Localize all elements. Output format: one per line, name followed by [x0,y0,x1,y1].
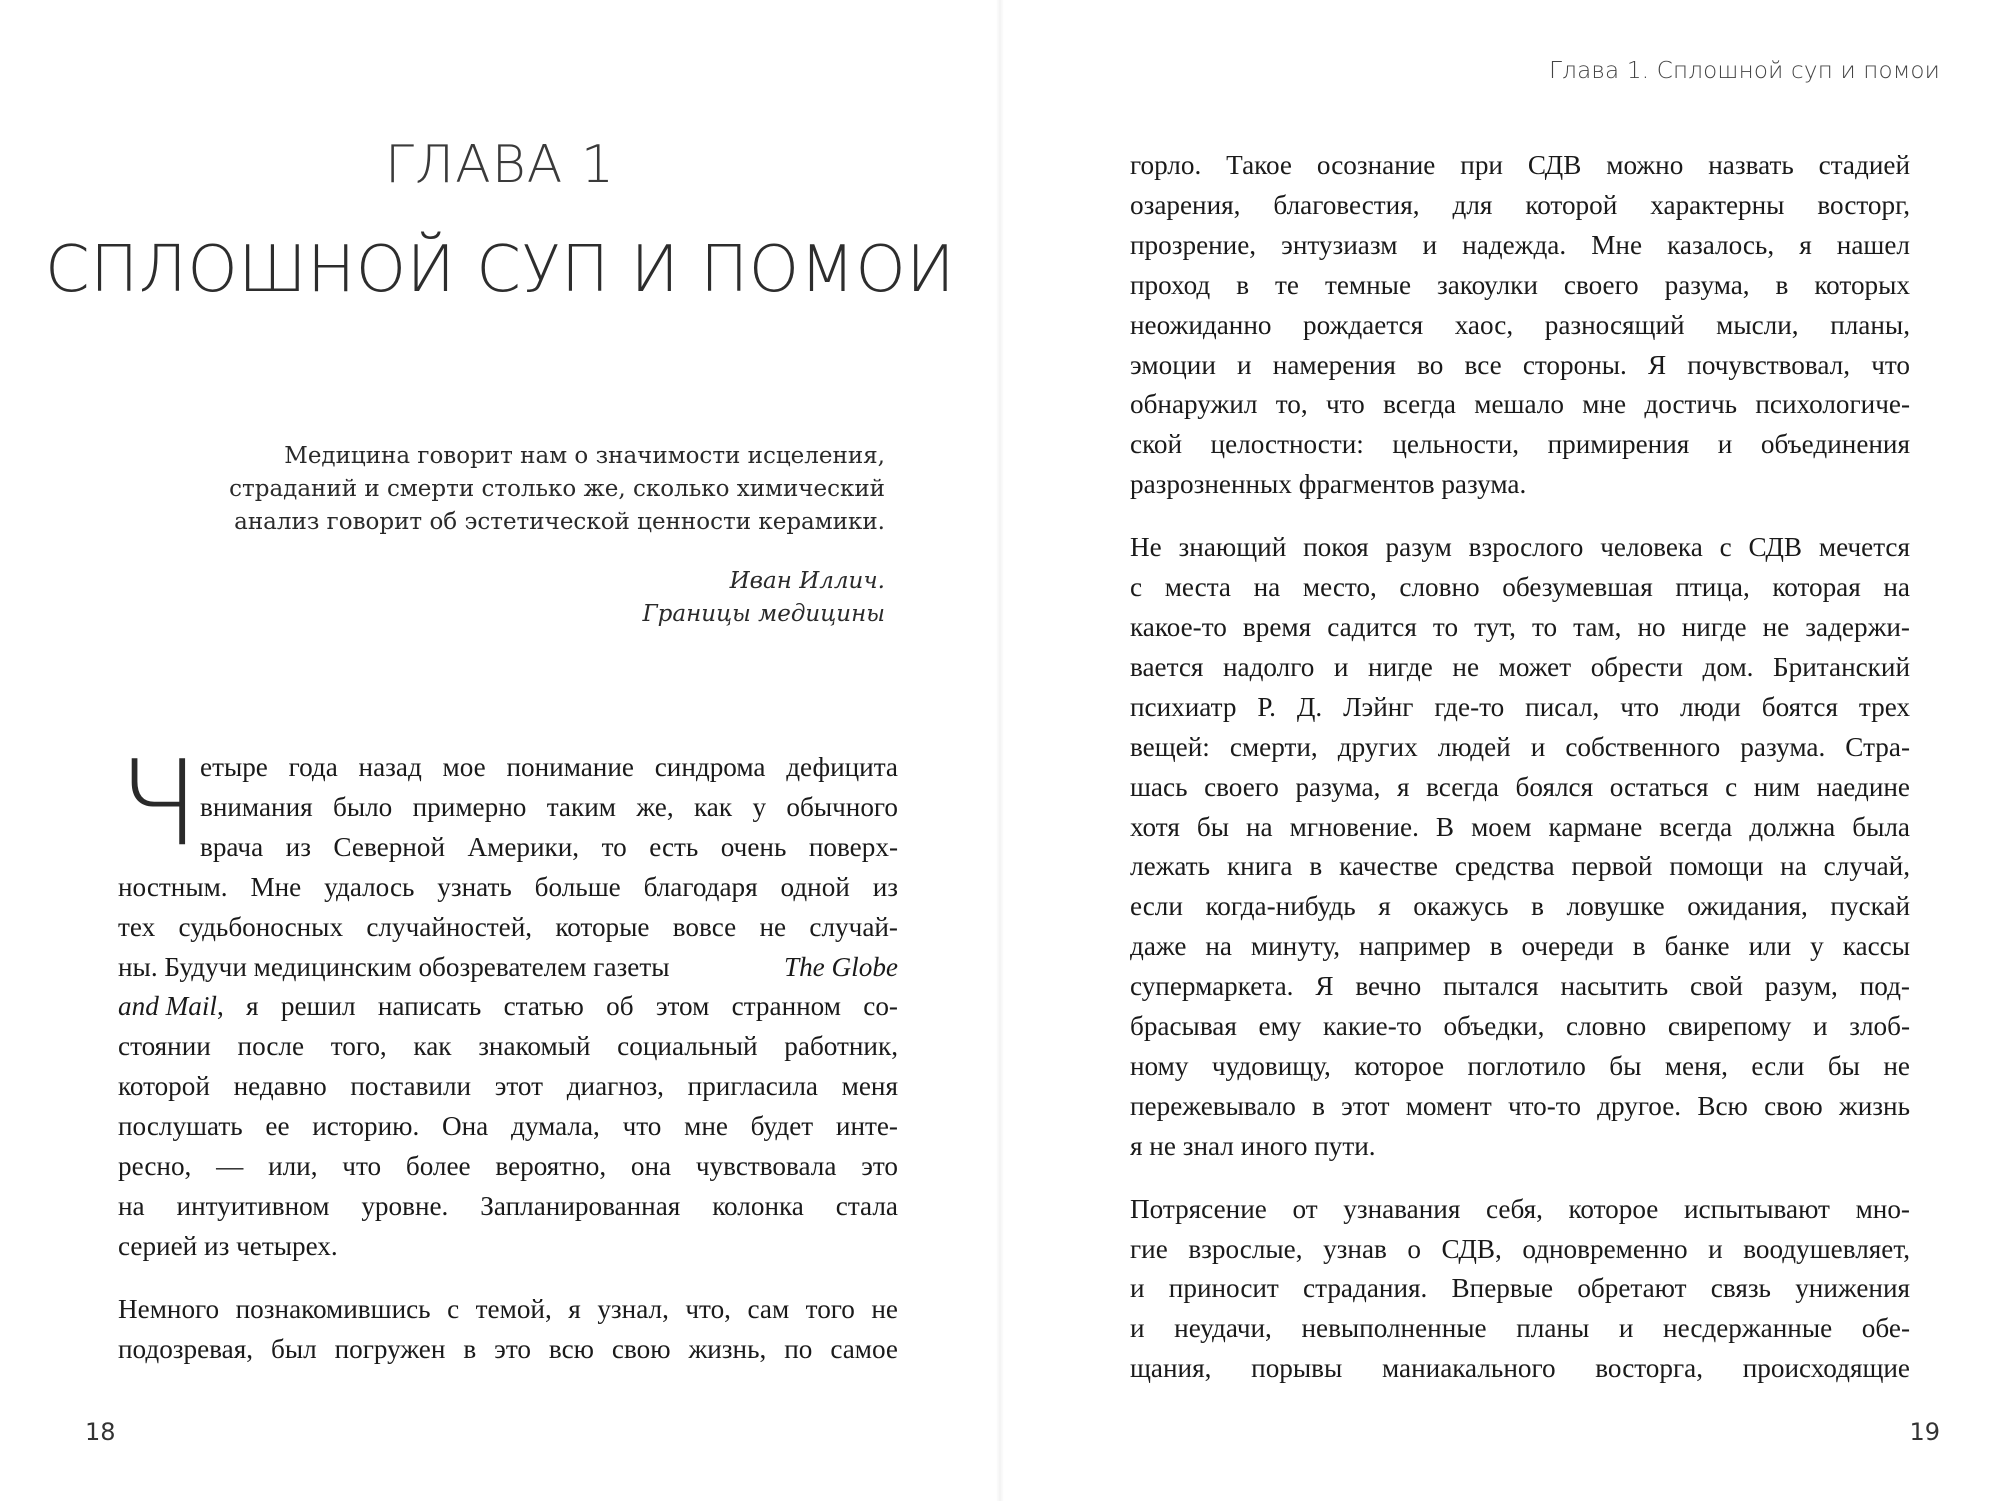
text-line: тех судьбоносных случайностей, которые вовсе не случай- [118,911,898,942]
paragraph [1130,1190,1910,1390]
text-line: хотя бы на мгновение. В моем кармане всегда должна была [1130,811,1910,842]
text-line: какое-то время садится то тут, то там, но нигде не задержи- [1130,611,1910,642]
text-line: ному чудовищу, которое поглотило бы меня, если бы не [1130,1050,1910,1081]
text-line: ресно, — или, что более вероятно, она чувствовала это [118,1151,898,1182]
left-page-text [118,734,898,1370]
text-line: брасывая ему какие-то объедки, словно свирепому и злоб- [1130,1011,1910,1042]
text-line: супермаркета. Я вечно пытался насытить свой разум, под- [1130,971,1910,1002]
text-line: и неудачи, невыполненные планы и несдержанные обе- [1130,1313,1910,1344]
text-line: внимания было примерно таким же, как у обычного [200,791,898,822]
text-line: разрозненных фрагментов разума. [1130,469,1527,500]
text-line: неожиданно рождается хаос, разносящий мысли, планы, [1130,309,1910,340]
text-line: вещей: смерти, других людей и собственного разума. Стра- [1130,731,1910,762]
text-line: Не знающий покоя разум взрослого человека с СДВ мечется [1130,532,1910,563]
epigraph-line: страданий и смерти столько же, сколько химический [229,476,885,502]
text-line: Немного познакомившись с темой, я узнал, что, сам того не [118,1293,898,1324]
text-line [118,948,898,988]
text-line: стоянии после того, как знакомый социальный работник, [118,1031,898,1062]
text-line: врача из Северной Америки, то есть очень поверх- [200,831,898,862]
drop-cap: Ч [118,734,199,872]
text-line: психиатр Р. Д. Лэйнг где-то писал, что люди боятся трех [1130,691,1910,722]
epigraph-line: Медицина говорит нам о значимости исцеления, [284,443,885,469]
text-line [118,987,898,1027]
paragraph [1130,146,1910,505]
right-page-text [1130,146,1910,1389]
newspaper-name: and Mail [118,991,217,1022]
right-page [1000,0,2000,1501]
text-line: послушать ее историю. Она думала, что мне будет инте- [118,1111,898,1142]
paragraph [1130,528,1910,1167]
text-line: даже на минуту, например в очереди в банке или у кассы [1130,931,1910,962]
text-line: вается надолго и нигде не может обрести дом. Британский [1130,651,1910,682]
text-line: пережевывало в этот момент что-то другое. Всю свою жизнь [1130,1090,1910,1121]
text-fragment: ны. Будучи медицинским обозревателем газеты [118,951,670,982]
running-header: Глава 1. Сплошной суп и помои [1549,58,1940,84]
text-line: шась своего разума, я всегда боялся остаться с ним наедине [1130,771,1910,802]
text-line: Потрясение от узнавания себя, которое испытывают мно- [1130,1193,1910,1224]
text-line: с места на место, словно обезумевшая птица, которая на [1130,572,1910,603]
text-line: етыре года назад мое понимание синдрома дефицита [200,752,898,782]
epigraph-author: Иван Иллич. [729,568,885,594]
page-number-right: 19 [1909,1418,1940,1446]
paragraph [118,734,898,1267]
text-line: если когда-нибудь я окажусь в ловушке ожидания, пускай [1130,891,1910,922]
text-line: ской целостности: цельности, примирения и объединения [1130,429,1910,460]
text-line: ностным. Мне удалось узнать больше благодаря одной из [118,871,898,902]
text-line: обнаружил то, что всегда мешало мне достичь психологиче- [1130,389,1910,420]
text-line: которой недавно поставили этот диагноз, пригласила меня [118,1071,898,1102]
text-line: серией из четырех. [118,1230,338,1261]
text-line: гие взрослые, узнав о СДВ, одновременно и воодушевляет, [1130,1233,1910,1264]
text-line: проход в те темные закоулки своего разума, в которых [1130,269,1910,300]
chapter-title: СПЛОШНОЙ СУП И ПОМОИ [44,233,956,307]
page-number-left: 18 [85,1418,116,1446]
text-line: я не знал иного пути. [1130,1130,1376,1161]
text-line: щания, порывы маниакального восторга, происходящие [1130,1353,1910,1384]
paragraph [118,1290,898,1370]
text-line: подозревая, был погружен в это всю свою жизнь, по самое [118,1333,898,1364]
epigraph [220,440,885,631]
epigraph-line: анализ говорит об эстетической ценности керамики. [234,509,885,535]
text-line: горло. Такое осознание при СДВ можно назвать стадией [1130,150,1910,180]
text-line: на интуитивном уровне. Запланированная колонка стала [118,1190,898,1221]
text-line: лежать книга в качестве средства первой помощи на случай, [1130,851,1910,882]
text-line: эмоции и намерения во все стороны. Я почувствовал, что [1130,349,1910,380]
text-line: прозрение, энтузиазм и надежда. Мне казалось, я нашел [1130,229,1910,260]
chapter-number: ГЛАВА 1 [385,135,615,195]
text-line: и приносит страдания. Впервые обретают связь унижения [1130,1273,1910,1304]
newspaper-name: The Globe [783,951,898,982]
epigraph-source: Границы медицины [642,601,885,627]
text-line: озарения, благовестия, для которой характерны восторг, [1130,189,1910,220]
text-fragment: , я решил написать статью об этом странном со- [216,991,898,1022]
